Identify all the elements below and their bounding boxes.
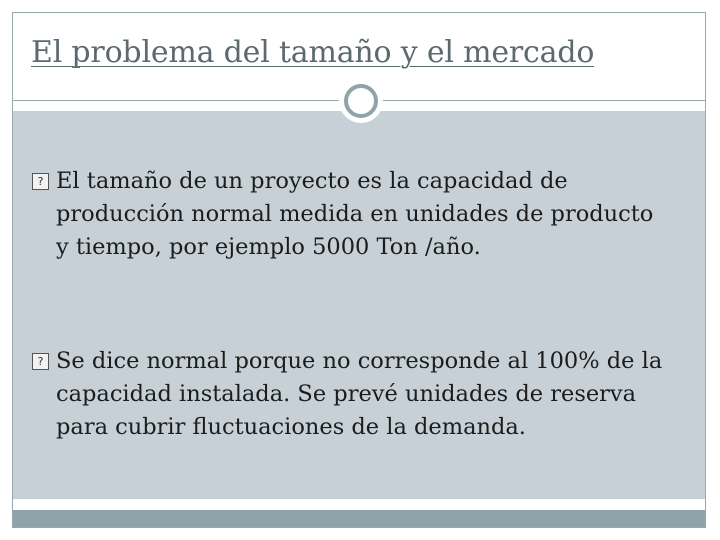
bullet-line: y tiempo, por ejemplo 5000 Ton /año. (56, 234, 481, 260)
bullet-item (32, 165, 692, 264)
ornament-ring (344, 84, 378, 118)
bullet-text (32, 345, 692, 444)
bullet-line: producción normal medida en unidades de producto (56, 201, 654, 227)
bullet-line: capacidad instalada. Se prevé unidades de reserva (56, 381, 637, 407)
footer-bar (13, 510, 705, 527)
slide (12, 12, 706, 528)
bullet-line: El tamaño de un proyecto es la capacidad de (56, 168, 568, 194)
circle-ornament-icon (339, 79, 383, 123)
bullet-line: Se dice normal porque no corresponde al 100% de la (56, 348, 663, 374)
missing-glyph-icon: ? (32, 173, 49, 190)
slide-title: El problema del tamaño y el mercado (31, 35, 595, 70)
bullet-item (32, 345, 692, 444)
bullet-text (32, 165, 692, 264)
missing-glyph-icon: ? (32, 353, 49, 370)
bullet-line: para cubrir fluctuaciones de la demanda. (56, 414, 526, 440)
